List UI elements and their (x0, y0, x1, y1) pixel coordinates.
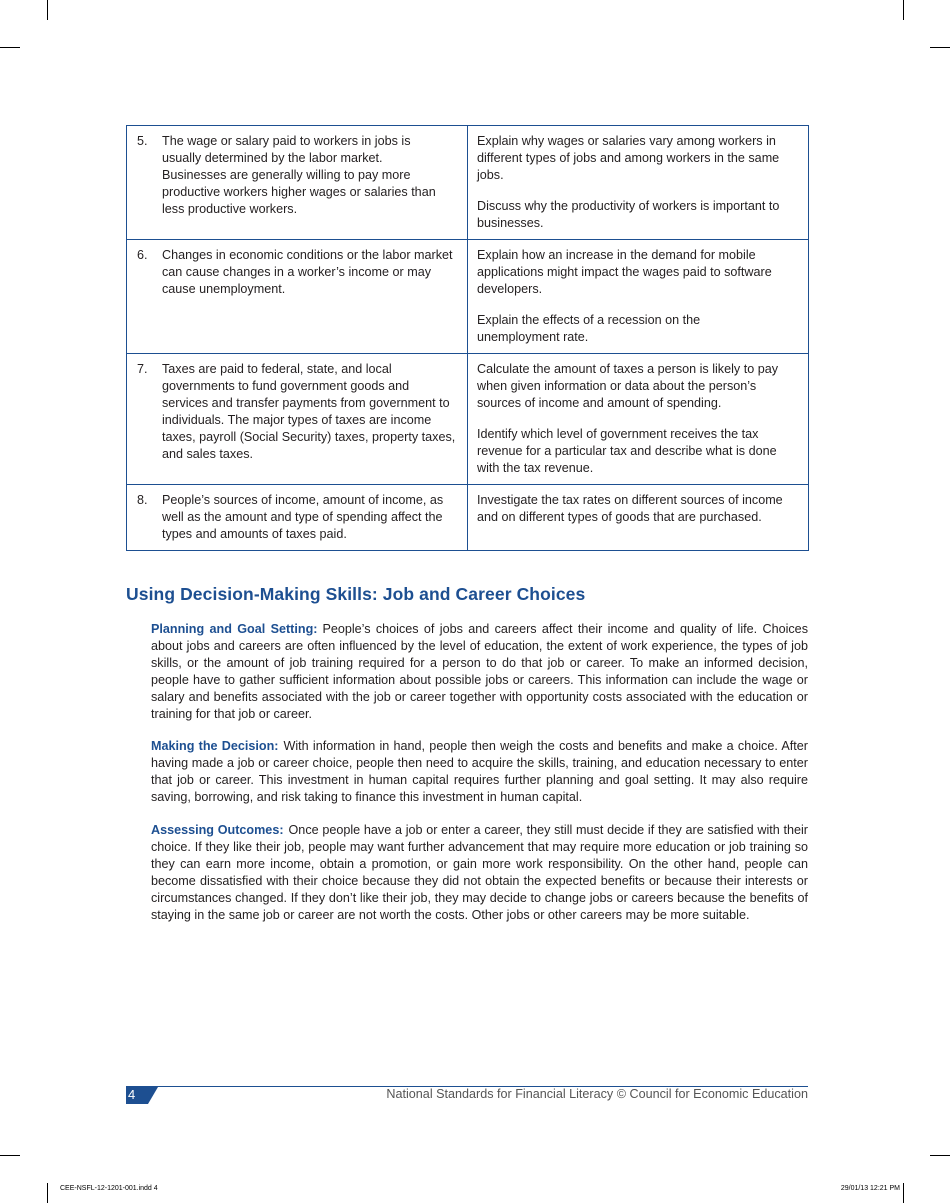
benchmark-text: Explain the effects of a recession on the unemployment rate. (477, 313, 701, 344)
standard-cell (127, 485, 468, 551)
table-row (127, 354, 809, 485)
standard-text: People’s sources of income, amount of income, as well as the amount and type of spending affect the types and amounts of taxes paid. (162, 493, 444, 541)
benchmark-text: Investigate the tax rates on different sources of income and on different types of goods that are purchased. (477, 493, 783, 524)
paragraph-text: Once people have a job or enter a career, they still must decide if they are satisfied with their choice. If they like their job, people may want further advancement that may require more education or job training so they can earn more income, obtain a promotion, or gain more work responsibility. On the other hand, people can become dissatisfied with their choice because they did not obtain the expected benefits or because their interests or circumstances changed. If they don’t like their job, they may decide to change jobs or careers because the benefits of staying in the same job or career are not worth the costs. Other jobs or other careers may be more suitable. (151, 823, 808, 922)
crop-mark (903, 0, 904, 20)
row-number: 5. (137, 134, 148, 148)
standard-cell (127, 354, 468, 485)
standards-table (126, 125, 809, 551)
crop-mark (930, 1155, 950, 1156)
paragraph-outcomes (151, 822, 808, 924)
benchmark-cell (468, 485, 809, 551)
row-number: 8. (137, 493, 148, 507)
paragraph-text: People’s choices of jobs and careers affect their income and quality of life. Choices about jobs and careers are often influenced by the level of education, the extent of work experience, the types of job skills, or the amount of job training required for a person to do that job or career. To make an informed decision, people have to gather sufficient information about possible jobs or careers. This information can include the wage or salary and benefits associated with the job or career together with opportunity costs associated with the education or training for that job or career. (151, 622, 808, 721)
row-number: 7. (137, 362, 148, 376)
paragraph-lead: Making the Decision: (151, 739, 279, 753)
standard-cell (127, 126, 468, 240)
benchmark-text: Discuss why the productivity of workers is important to businesses. (477, 199, 780, 230)
row-number: 6. (137, 248, 148, 262)
benchmark-text: Identify which level of government receives the tax revenue for a particular tax and describe what is done with the tax revenue. (477, 427, 777, 475)
print-slug-date: 29/01/13 12:21 PM (840, 1185, 900, 1192)
paragraph-text: With information in hand, people then weigh the costs and benefits and make a choice. After having made a job or career choice, people then need to acquire the skills, training, and education necessary to enter that job or career. This investment in human capital requires further planning and goal setting. It may also require saving, borrowing, and risk taking to finance this investment in human capital. (151, 739, 808, 804)
benchmark-cell (468, 354, 809, 485)
standard-cell (127, 240, 468, 354)
paragraph-lead: Planning and Goal Setting: (151, 622, 318, 636)
crop-mark (0, 1155, 20, 1156)
crop-mark (47, 0, 48, 20)
table-row (127, 126, 809, 240)
standard-text: Taxes are paid to federal, state, and local governments to fund government goods and services and transfer payments from government to individuals. The major types of taxes are income taxes, payroll (Social Security) taxes, property taxes, and sales taxes. (162, 362, 456, 461)
paragraph-decision (151, 738, 808, 806)
crop-mark (47, 1183, 48, 1203)
benchmark-cell (468, 126, 809, 240)
crop-mark (0, 47, 20, 48)
table-row (127, 240, 809, 354)
benchmark-text: Calculate the amount of taxes a person is likely to pay when given information or data about the person’s sources of income and amount of spending. (477, 362, 779, 410)
crop-mark (903, 1183, 904, 1203)
standard-text: The wage or salary paid to workers in jobs is usually determined by the labor market. Businesses are generally willing to pay more productive workers higher wages or salaries than less productive workers. (162, 134, 436, 216)
crop-mark (930, 47, 950, 48)
paragraph-planning (151, 621, 808, 723)
benchmark-text: Explain how an increase in the demand for mobile applications might impact the wages paid to software developers. (477, 248, 772, 296)
benchmark-cell (468, 240, 809, 354)
paragraph-lead: Assessing Outcomes: (151, 823, 284, 837)
print-slug-file: CEE-NSFL-12-1201-001.indd 4 (60, 1185, 158, 1192)
section-heading: Using Decision-Making Skills: Job and Career Choices (126, 584, 586, 604)
table-row (127, 485, 809, 551)
standard-text: Changes in economic conditions or the labor market can cause changes in a worker’s income or may cause unemployment. (162, 248, 453, 296)
page-number: 4 (128, 1087, 136, 1102)
footer-credit: National Standards for Financial Literacy © Council for Economic Education (386, 1087, 808, 1101)
benchmark-text: Explain why wages or salaries vary among workers in different types of jobs and among workers in the same jobs. (477, 134, 780, 182)
